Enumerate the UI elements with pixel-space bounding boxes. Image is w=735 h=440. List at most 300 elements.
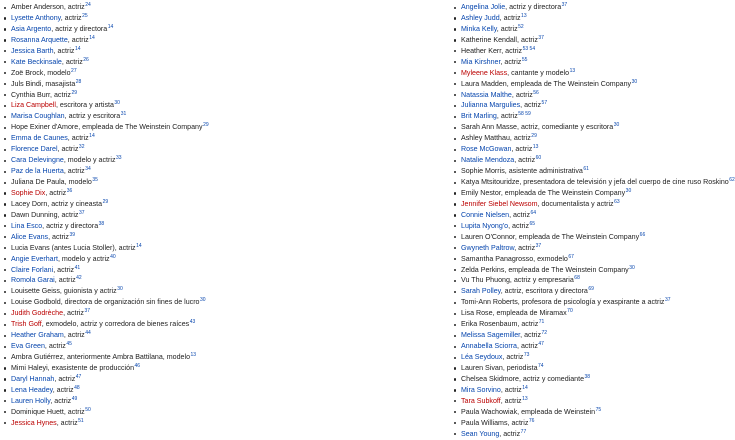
reference-link[interactable]: 32 bbox=[78, 144, 85, 151]
person-description: , empleada de The Weinstein Company bbox=[506, 79, 632, 88]
person-description: , actriz y directora bbox=[505, 3, 562, 11]
person-description: , actriz bbox=[50, 396, 72, 405]
list-item bbox=[452, 254, 726, 265]
bullet-icon bbox=[4, 389, 6, 391]
person-name-link[interactable]: Lina Esco bbox=[11, 221, 43, 230]
list-item bbox=[452, 24, 726, 35]
list-item bbox=[2, 221, 442, 232]
person-description: , actriz y escritora bbox=[64, 112, 121, 121]
person-name: Erika Rosenbaum bbox=[461, 320, 518, 329]
reference-link[interactable]: 14 bbox=[107, 23, 114, 30]
list-item bbox=[452, 374, 726, 385]
reference-link[interactable]: 74 bbox=[538, 362, 544, 369]
bullet-icon bbox=[4, 171, 6, 173]
list-item bbox=[452, 35, 726, 46]
list-item bbox=[2, 396, 442, 407]
person-name-link[interactable]: Lena Headey bbox=[11, 385, 53, 394]
list-item bbox=[452, 396, 726, 407]
list-item bbox=[2, 297, 442, 308]
reference-link[interactable]: 61 bbox=[583, 166, 589, 173]
person-description: , empleada de Miramax bbox=[492, 309, 567, 318]
person-description: , actriz bbox=[54, 276, 76, 285]
list-item bbox=[2, 210, 442, 221]
person-name-link[interactable]: Annabella Sciorra bbox=[461, 342, 517, 351]
bullet-icon bbox=[4, 269, 6, 271]
person-name-link[interactable]: Kate Beckinsale bbox=[11, 57, 62, 66]
bullet-icon bbox=[454, 83, 456, 85]
person-description: , actriz, comediante y escritora bbox=[517, 123, 614, 132]
reference-link[interactable]: 45 bbox=[66, 341, 72, 348]
reference-link[interactable]: 52 bbox=[518, 23, 524, 30]
list-item bbox=[2, 24, 442, 35]
person-name: Dominique Huett bbox=[11, 407, 64, 416]
bullet-icon bbox=[4, 149, 6, 151]
bullet-icon bbox=[454, 127, 456, 129]
bullet-icon bbox=[454, 214, 456, 216]
reference-link[interactable]: 35 bbox=[92, 177, 98, 183]
person-description: , actriz bbox=[514, 156, 536, 165]
person-description: , actriz bbox=[44, 342, 66, 351]
person-description: , exmodelo bbox=[533, 254, 568, 263]
person-description: , actriz y directora bbox=[51, 24, 108, 33]
person-description: , asistente administrativa bbox=[504, 167, 583, 176]
reference-link[interactable]: 28 bbox=[75, 78, 82, 85]
person-description: , actriz bbox=[50, 90, 71, 99]
person-name-link[interactable]: Brit Marling bbox=[461, 112, 497, 121]
person-description: , actriz bbox=[67, 134, 89, 143]
reference-link[interactable]: 66 bbox=[639, 231, 646, 238]
person-name-link[interactable]: Rosanna Arquette bbox=[11, 35, 68, 44]
person-name-link[interactable]: Lupita Nyong'o bbox=[461, 221, 509, 230]
person-name-link[interactable]: Eva Green bbox=[11, 342, 45, 351]
person-description: , masajista bbox=[41, 79, 76, 88]
person-name-link[interactable]: Angelina Jolie bbox=[461, 3, 506, 11]
list-item bbox=[452, 221, 726, 232]
person-name-link[interactable]: Trish Goff bbox=[11, 320, 42, 329]
reference-link[interactable]: 37 bbox=[535, 242, 542, 249]
reference-link[interactable]: 57 bbox=[541, 100, 548, 107]
reference-link[interactable]: 27 bbox=[71, 67, 77, 74]
bullet-icon bbox=[4, 378, 6, 380]
person-description: , cantante y modelo bbox=[507, 68, 570, 77]
person-name: Amber Anderson bbox=[11, 3, 64, 11]
person-name: Vu Thu Phuong bbox=[461, 276, 510, 285]
reference-link[interactable]: 13 bbox=[521, 12, 527, 19]
person-name-link[interactable]: Minka Kelly bbox=[461, 24, 497, 33]
person-name-link[interactable]: Sarah Polley bbox=[461, 287, 501, 296]
person-name: Paula Williams bbox=[461, 418, 508, 427]
reference-link[interactable]: 30 bbox=[200, 297, 206, 304]
reference-link[interactable]: 56 bbox=[533, 89, 539, 96]
list-item bbox=[2, 341, 442, 352]
reference-link[interactable]: 14 bbox=[522, 384, 528, 391]
person-description: , actriz bbox=[63, 3, 85, 11]
person-description: , actriz bbox=[61, 57, 83, 66]
person-name-link[interactable]: Natassia Malthe bbox=[461, 90, 512, 99]
reference-link[interactable]: 33 bbox=[116, 155, 122, 162]
person-description: , actriz bbox=[499, 429, 521, 438]
list-item bbox=[2, 122, 442, 133]
reference-link[interactable]: 26 bbox=[83, 56, 89, 63]
person-description: , actriz bbox=[500, 385, 522, 394]
person-name: Ashley Matthau bbox=[461, 134, 510, 143]
reference-link[interactable]: 38 bbox=[98, 220, 105, 227]
reference-link[interactable]: 37 bbox=[561, 2, 568, 8]
list-item bbox=[452, 243, 726, 254]
list-item bbox=[452, 407, 726, 418]
reference-link[interactable]: 44 bbox=[85, 330, 91, 337]
reference-link[interactable]: 65 bbox=[529, 220, 536, 227]
person-description: , anteriormente Ambra Battilana, modelo bbox=[63, 353, 191, 361]
reference-link[interactable]: 24 bbox=[85, 2, 91, 8]
list-item bbox=[2, 385, 442, 396]
bullet-icon bbox=[454, 433, 456, 435]
bullet-icon bbox=[4, 236, 6, 238]
reference-link[interactable]: 13 bbox=[569, 67, 576, 74]
reference-link[interactable]: 76 bbox=[528, 417, 535, 424]
list-item bbox=[452, 286, 726, 297]
list-item bbox=[2, 265, 442, 276]
bullet-icon bbox=[454, 72, 456, 74]
reference-link[interactable]: 49 bbox=[71, 395, 78, 402]
reference-link[interactable]: 34 bbox=[85, 166, 91, 173]
reference-link[interactable]: 30 bbox=[117, 286, 123, 293]
person-description: , actriz bbox=[517, 342, 538, 351]
person-name-link[interactable]: Jennifer Siebel Newsom bbox=[461, 199, 538, 208]
person-description: , exasistente de producción bbox=[47, 363, 135, 372]
reference-link[interactable]: 37 bbox=[84, 308, 91, 315]
bullet-icon bbox=[4, 192, 6, 194]
bullet-icon bbox=[454, 192, 456, 194]
list-item bbox=[2, 319, 442, 330]
list-item bbox=[2, 155, 442, 166]
list-item bbox=[2, 407, 442, 418]
person-description: , actriz bbox=[56, 418, 78, 427]
person-name-link[interactable]: Paz de la Huerta bbox=[11, 167, 64, 176]
list-item bbox=[452, 199, 726, 210]
person-name: Emily Nestor bbox=[461, 188, 501, 197]
bullet-icon bbox=[4, 280, 6, 282]
person-name: Lacey Dorn bbox=[11, 199, 48, 208]
reference-link[interactable]: 37 bbox=[538, 34, 544, 41]
reference-link[interactable]: 37 bbox=[78, 209, 85, 216]
reference-link[interactable]: 14 bbox=[136, 242, 142, 249]
reference-link[interactable]: 30 bbox=[631, 78, 638, 85]
reference-link[interactable]: 39 bbox=[69, 231, 76, 238]
bullet-icon bbox=[454, 280, 456, 282]
list-item bbox=[452, 57, 726, 68]
person-name: Lauren Sivan bbox=[461, 363, 503, 372]
reference-link[interactable]: 50 bbox=[85, 406, 91, 413]
bullet-icon bbox=[4, 127, 6, 129]
person-name-link[interactable]: Julianna Margulies bbox=[461, 101, 521, 110]
person-description: , actriz bbox=[500, 57, 522, 66]
person-description: , guionista y actriz bbox=[59, 287, 117, 296]
person-name: Tomi-Ann Roberts bbox=[461, 298, 518, 307]
person-description: , actriz bbox=[63, 167, 85, 176]
person-name-link[interactable]: Liza Campbell bbox=[11, 101, 56, 110]
person-name-link[interactable]: Jessica Barth bbox=[11, 46, 54, 55]
person-name-link[interactable]: Ashley Judd bbox=[461, 13, 500, 22]
bullet-icon bbox=[454, 346, 456, 348]
reference-link[interactable]: 77 bbox=[520, 428, 527, 435]
person-name-link[interactable]: Léa Seydoux bbox=[461, 353, 503, 361]
person-name-link[interactable]: Alice Evans bbox=[11, 232, 49, 241]
reference-link[interactable]: 68 bbox=[574, 275, 580, 282]
person-name-link[interactable]: Melissa Sagemiller bbox=[461, 331, 521, 340]
list-item bbox=[2, 13, 442, 24]
person-description: , presentadora de televisión y jefa del cuerpo de cine ruso Roskino bbox=[519, 178, 729, 186]
reference-link[interactable]: 51 bbox=[78, 417, 84, 424]
reference-link[interactable]: 30 bbox=[629, 264, 635, 271]
person-description: , periodista bbox=[502, 363, 538, 372]
person-name-link[interactable]: Judith Godrèche bbox=[11, 309, 64, 318]
reference-link[interactable]: 37 bbox=[664, 297, 671, 304]
person-description: , actriz bbox=[57, 210, 79, 219]
person-name-link[interactable]: Claire Forlani bbox=[11, 265, 54, 274]
reference-link[interactable]: 62 bbox=[729, 177, 735, 183]
reference-link[interactable]: 13 bbox=[522, 395, 528, 402]
list-item bbox=[452, 177, 735, 188]
list-item bbox=[2, 2, 442, 13]
bullet-icon bbox=[454, 258, 456, 260]
bullet-icon bbox=[4, 72, 6, 74]
person-description: , actriz bbox=[45, 188, 67, 197]
reference-link[interactable]: 71 bbox=[538, 319, 545, 326]
person-description: , actriz y cineasta bbox=[47, 199, 103, 208]
person-name-link[interactable]: Connie Nielsen bbox=[461, 210, 510, 219]
bullet-icon bbox=[454, 39, 456, 41]
list-item bbox=[452, 330, 726, 341]
bullet-icon bbox=[454, 28, 456, 30]
person-description: , modelo y actriz bbox=[57, 254, 110, 263]
reference-link[interactable]: 58 59 bbox=[518, 111, 531, 118]
person-description: , actriz bbox=[63, 407, 85, 416]
bullet-icon bbox=[454, 357, 456, 359]
list-item bbox=[452, 166, 726, 177]
list-item bbox=[452, 363, 726, 374]
person-description: , modelo y actriz bbox=[63, 156, 116, 165]
person-name-link[interactable]: Jessica Hynes bbox=[11, 418, 57, 427]
person-description: , actriz y empresaria bbox=[509, 276, 574, 285]
bullet-icon bbox=[454, 335, 456, 337]
reference-link[interactable]: 38 bbox=[584, 373, 591, 380]
list-item bbox=[2, 111, 442, 122]
person-description: , actriz bbox=[67, 35, 89, 44]
bullet-icon bbox=[4, 411, 6, 413]
list-item bbox=[2, 254, 442, 265]
person-description: , actriz bbox=[502, 353, 524, 361]
reference-link[interactable]: 42 bbox=[76, 275, 82, 282]
person-name-link[interactable]: Marisa Coughlan bbox=[11, 112, 65, 121]
list-item bbox=[452, 352, 726, 363]
reference-link[interactable]: 43 bbox=[189, 319, 196, 326]
reference-link[interactable]: 14 bbox=[89, 133, 95, 140]
person-description: , actriz, escritora y directora bbox=[500, 287, 588, 296]
bullet-icon bbox=[4, 7, 6, 9]
person-description: , actriz bbox=[511, 90, 533, 99]
person-name-link[interactable]: Florence Darel bbox=[11, 145, 58, 154]
person-name: Heather Kerr bbox=[461, 46, 502, 55]
list-item bbox=[2, 232, 442, 243]
list-item bbox=[452, 210, 726, 221]
list-item bbox=[2, 79, 442, 90]
list-item bbox=[2, 188, 442, 199]
person-name: Hope Exiner d'Amore bbox=[11, 123, 79, 132]
bullet-icon bbox=[454, 149, 456, 151]
reference-link[interactable]: 55 bbox=[521, 56, 528, 63]
bullet-icon bbox=[454, 389, 456, 391]
person-name-link[interactable]: Daryl Hannah bbox=[11, 374, 55, 383]
bullet-icon bbox=[454, 302, 456, 304]
list-item bbox=[2, 35, 442, 46]
person-name: Dawn Dunning bbox=[11, 210, 58, 219]
person-name-link[interactable]: Cara Delevingne bbox=[11, 156, 64, 165]
person-description: , profesora de psicología y exaspirante a actriz bbox=[517, 298, 665, 307]
person-name: Juls Bindi bbox=[11, 79, 42, 88]
bullet-icon bbox=[454, 367, 456, 369]
bullet-icon bbox=[454, 94, 456, 96]
reference-link[interactable]: 30 bbox=[625, 187, 632, 194]
list-item bbox=[452, 122, 726, 133]
bullet-icon bbox=[454, 17, 456, 19]
list-item bbox=[2, 166, 442, 177]
list-item bbox=[2, 308, 442, 319]
bullet-icon bbox=[454, 7, 456, 9]
reference-link[interactable]: 13 bbox=[532, 144, 539, 151]
reference-link[interactable]: 73 bbox=[523, 352, 530, 358]
reference-link[interactable]: 13 bbox=[190, 352, 197, 358]
person-name-link[interactable]: Asia Argento bbox=[11, 24, 52, 33]
list-item bbox=[452, 297, 726, 308]
reference-link[interactable]: 60 bbox=[535, 155, 542, 162]
person-description: , actriz bbox=[499, 13, 521, 22]
reference-link[interactable]: 47 bbox=[538, 341, 544, 348]
reference-link[interactable]: 47 bbox=[75, 373, 82, 380]
person-name: Katya Mtsitouridze bbox=[461, 178, 520, 186]
person-description: , actriz bbox=[53, 46, 75, 55]
person-name-link[interactable]: Mira Sorvino bbox=[461, 385, 501, 394]
person-description: , actriz bbox=[60, 13, 82, 22]
list-item bbox=[452, 341, 726, 352]
person-description: , actriz bbox=[496, 24, 518, 33]
reference-link[interactable]: 40 bbox=[110, 253, 116, 260]
person-name: Zelda Perkins bbox=[461, 265, 505, 274]
person-name: Sarah Ann Masse bbox=[461, 123, 517, 132]
person-name-link[interactable]: Tara Subkoff bbox=[461, 396, 501, 405]
person-name-link[interactable]: Natalie Mendoza bbox=[461, 156, 515, 165]
person-name-link[interactable]: Angie Everhart bbox=[11, 254, 58, 263]
person-name-link[interactable]: Mia Kirshner bbox=[461, 57, 501, 66]
person-description: , empleada de The Weinstein Company bbox=[78, 123, 203, 132]
bullet-icon bbox=[454, 225, 456, 227]
bullet-icon bbox=[4, 422, 6, 424]
person-description: , escritora y artista bbox=[55, 101, 114, 110]
reference-link[interactable]: 41 bbox=[74, 264, 81, 271]
person-description: , actriz bbox=[63, 309, 84, 318]
person-name-link[interactable]: Romola Garai bbox=[11, 276, 55, 285]
person-name-link[interactable]: Rose McGowan bbox=[461, 145, 512, 154]
reference-link[interactable]: 53 54 bbox=[522, 45, 536, 52]
person-description: , empleada de The Weinstein Company bbox=[514, 232, 640, 241]
person-name: Lisa Rose bbox=[461, 309, 493, 318]
list-item bbox=[452, 319, 726, 330]
person-name-link[interactable]: Sean Young bbox=[461, 429, 500, 438]
bullet-icon bbox=[4, 17, 6, 19]
reference-link[interactable]: 29 bbox=[203, 122, 209, 129]
person-name-link[interactable]: Myleene Klass bbox=[461, 68, 508, 77]
list-item bbox=[452, 90, 726, 101]
person-name-link[interactable]: Sophie Dix bbox=[11, 188, 46, 197]
reference-link[interactable]: 70 bbox=[567, 308, 573, 315]
person-name-link[interactable]: Lysette Anthony bbox=[11, 13, 61, 22]
reference-link[interactable]: 72 bbox=[541, 330, 548, 337]
reference-link[interactable]: 31 bbox=[120, 111, 127, 118]
reference-link[interactable]: 29 bbox=[102, 198, 109, 205]
person-description: , actriz bbox=[507, 418, 529, 427]
person-name: Lauren O'Connor bbox=[461, 232, 515, 241]
reference-link[interactable]: 14 bbox=[89, 34, 95, 41]
reference-link[interactable]: 14 bbox=[74, 45, 81, 52]
list-item bbox=[2, 144, 442, 155]
person-name-link[interactable]: Heather Graham bbox=[11, 331, 64, 340]
bullet-icon bbox=[4, 50, 6, 52]
reference-link[interactable]: 63 bbox=[614, 198, 620, 205]
list-item bbox=[2, 46, 442, 57]
left-column-list bbox=[2, 2, 442, 429]
reference-link[interactable]: 48 bbox=[74, 384, 80, 391]
person-description: , actriz y directora bbox=[42, 221, 99, 230]
bullet-icon bbox=[4, 324, 6, 326]
list-item bbox=[452, 100, 726, 111]
reference-link[interactable]: 30 bbox=[613, 122, 620, 129]
bullet-icon bbox=[454, 400, 456, 402]
reference-link[interactable]: 67 bbox=[568, 253, 574, 260]
reference-link[interactable]: 36 bbox=[66, 187, 73, 194]
list-item bbox=[452, 155, 726, 166]
reference-link[interactable]: 75 bbox=[595, 406, 602, 413]
reference-link[interactable]: 29 bbox=[531, 133, 537, 140]
bullet-icon bbox=[454, 313, 456, 315]
list-item bbox=[2, 243, 442, 254]
list-item bbox=[452, 68, 726, 79]
reference-link[interactable]: 46 bbox=[134, 362, 141, 369]
person-name-link[interactable]: Lauren Holly bbox=[11, 396, 51, 405]
person-description: , exmodelo, actriz y corredora de bienes raíces bbox=[41, 320, 190, 329]
person-name: Zoë Brock bbox=[11, 68, 44, 77]
bullet-icon bbox=[454, 411, 456, 413]
bullet-icon bbox=[454, 61, 456, 63]
reference-link[interactable]: 69 bbox=[588, 286, 594, 293]
list-item bbox=[452, 418, 726, 429]
bullet-icon bbox=[454, 203, 456, 205]
bullet-icon bbox=[4, 61, 6, 63]
person-description: , actriz bbox=[517, 320, 539, 329]
list-item bbox=[452, 144, 726, 155]
reference-link[interactable]: 29 bbox=[71, 89, 77, 96]
list-item bbox=[452, 133, 726, 144]
bullet-icon bbox=[454, 236, 456, 238]
reference-link[interactable]: 64 bbox=[530, 209, 537, 216]
person-name-link[interactable]: Emma de Caunes bbox=[11, 134, 68, 143]
reference-link[interactable]: 25 bbox=[82, 12, 88, 19]
reference-link[interactable]: 30 bbox=[114, 100, 120, 107]
person-description: , empleada de The Weinstein Company bbox=[504, 265, 629, 274]
bullet-icon bbox=[454, 247, 456, 249]
person-name-link[interactable]: Gwyneth Paltrow bbox=[461, 243, 515, 252]
person-description: , actriz bbox=[53, 265, 75, 274]
person-description: , actriz y comediante bbox=[518, 374, 585, 383]
